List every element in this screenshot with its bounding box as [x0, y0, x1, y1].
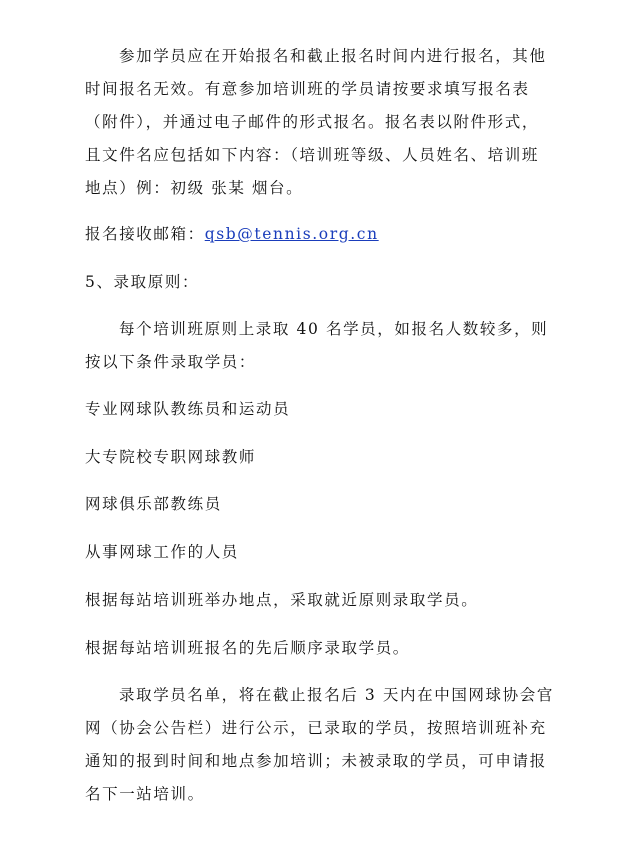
paragraph-line: 名下一站培训。	[85, 785, 205, 803]
email-link[interactable]: qsb@tennis.org.cn	[204, 225, 379, 243]
list-item: 从事网球工作的人员	[85, 543, 239, 561]
email-line	[85, 222, 545, 244]
paragraph-line: 且文件名应包括如下内容：（培训班等级、人员姓名、培训班	[85, 146, 539, 164]
list-item: 根据每站培训班举办地点，采取就近原则录取学员。	[85, 591, 479, 609]
section-heading: 5、录取原则：	[85, 273, 200, 291]
paragraph-line: （附件），并通过电子邮件的形式报名。报名表以附件形式，	[85, 113, 539, 131]
paragraph-line: 参加学员应在开始报名和截止报名时间内进行报名，其他	[119, 47, 547, 65]
paragraph-line: 按以下条件录取学员：	[85, 353, 257, 371]
paragraph-line: 时间报名无效。有意参加培训班的学员请按要求填写报名表	[85, 80, 530, 98]
list-item: 大专院校专职网球教师	[85, 448, 257, 466]
list-item: 根据每站培训班报名的先后顺序录取学员。	[85, 639, 410, 657]
list-item: 网球俱乐部教练员	[85, 495, 222, 513]
paragraph-line: 通知的报到时间和地点参加培训；未被录取的学员，可申请报	[85, 752, 547, 770]
email-label: 报名接收邮箱：	[85, 225, 205, 243]
paragraph-line: 网（协会公告栏）进行公示，已录取的学员，按照培训班补充	[85, 719, 547, 737]
paragraph-line: 录取学员名单，将在截止报名后 3 天内在中国网球协会官	[119, 686, 554, 704]
list-item: 专业网球队教练员和运动员	[85, 400, 291, 418]
paragraph-line: 每个培训班原则上录取 40 名学员，如报名人数较多，则	[119, 320, 549, 338]
paragraph-line: 地点）例：初级 张某 烟台。	[85, 179, 304, 197]
